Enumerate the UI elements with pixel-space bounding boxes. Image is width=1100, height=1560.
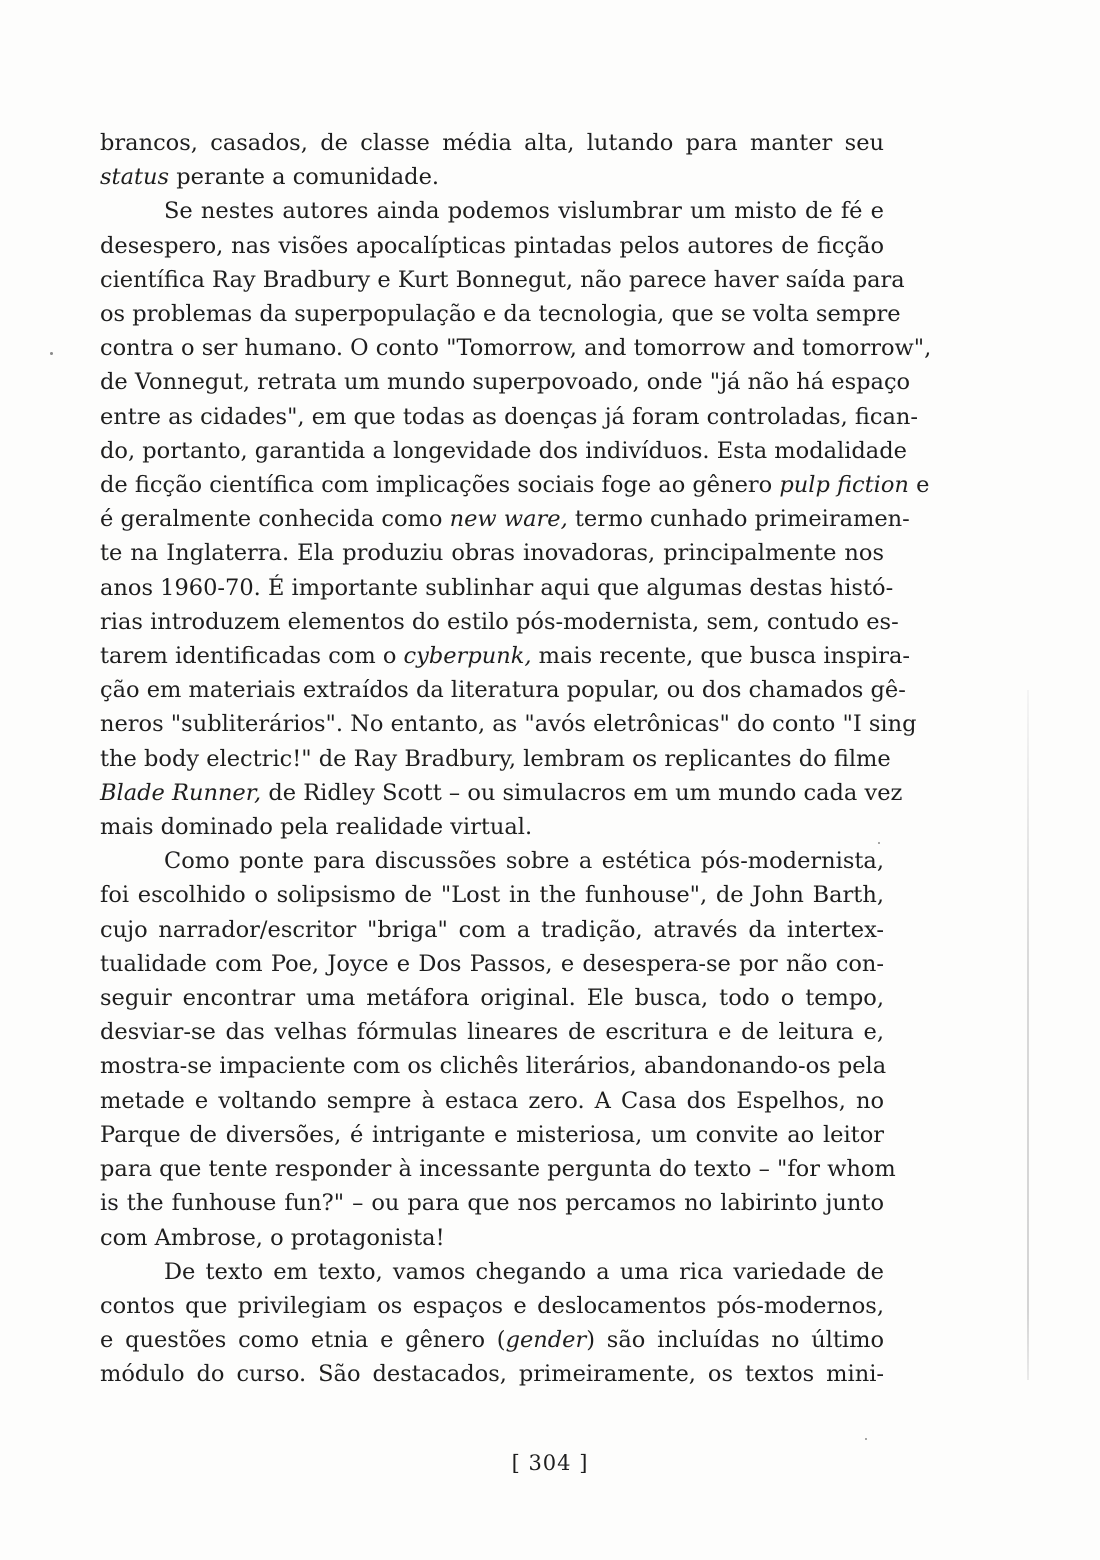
text-line xyxy=(100,1084,884,1118)
text-run: e questões como etnia e gênero ( xyxy=(100,1327,506,1354)
text-run: anos 1960-70. É importante sublinhar aqui que algumas destas histó- xyxy=(100,574,894,601)
text-run: entre as cidades", em que todas as doenças já foram controladas, fican- xyxy=(100,403,919,430)
text-line xyxy=(100,502,910,536)
text-line xyxy=(100,776,903,810)
text-line xyxy=(100,844,884,878)
body-text xyxy=(100,126,932,1392)
text-run: de Vonnegut, retrata um mundo superpovoado, onde "já não há espaço xyxy=(100,369,911,396)
scan-speck xyxy=(865,1438,867,1440)
text-run: de ficção científica com implicações sociais foge ao gênero xyxy=(100,472,780,499)
text-line xyxy=(100,1289,884,1323)
page-number: [ 304 ] xyxy=(511,1451,589,1475)
text-run: the body electric!" de Ray Bradbury, lembram os replicantes do filme xyxy=(100,745,891,772)
text-line xyxy=(100,263,905,297)
text-run: ) são incluídas no último xyxy=(586,1327,884,1354)
text-line xyxy=(100,1255,884,1289)
text-line xyxy=(100,878,884,912)
text-line xyxy=(100,810,884,844)
text-run: seguir encontrar uma metáfora original. Ele busca, todo o tempo, xyxy=(100,985,884,1012)
text-line xyxy=(100,331,932,365)
paragraph xyxy=(100,194,932,844)
text-run: foi escolhido o solipsismo de "Lost in the funhouse", de John Barth, xyxy=(100,882,884,909)
text-run: mais recente, que busca inspira- xyxy=(531,643,911,670)
text-run: ção em materiais extraídos da literatura popular, ou dos chamados gê- xyxy=(100,677,906,704)
scan-speck xyxy=(50,352,53,355)
text-line xyxy=(100,1015,884,1049)
text-run: os problemas da superpopulação e da tecnologia, que se volta sempre xyxy=(100,301,901,328)
italic-term: Blade Runner, xyxy=(100,779,262,806)
text-line xyxy=(100,1152,896,1186)
text-line xyxy=(100,1323,884,1357)
text-run: científica Ray Bradbury e Kurt Bonnegut, não parece haver saída para xyxy=(100,266,905,293)
text-line xyxy=(100,126,884,160)
text-run: contos que privilegiam os espaços e deslocamentos pós-modernos, xyxy=(100,1292,884,1319)
paragraph xyxy=(100,1255,884,1392)
text-run: perante a comunidade. xyxy=(169,164,440,191)
text-line xyxy=(100,297,901,331)
text-run: e xyxy=(908,472,930,499)
text-line xyxy=(100,707,917,741)
italic-term: new ware, xyxy=(449,506,568,533)
text-run: para que tente responder à incessante pergunta do texto – "for whom xyxy=(100,1156,896,1183)
text-run: de Ridley Scott – ou simulacros em um mundo cada vez xyxy=(261,779,903,806)
text-line xyxy=(100,742,891,776)
text-run: De texto em texto, vamos chegando a uma rica variedade de xyxy=(164,1258,884,1285)
text-line xyxy=(100,194,884,228)
text-line xyxy=(100,1221,884,1255)
text-line xyxy=(100,434,907,468)
text-run: desespero, nas visões apocalípticas pintadas pelos autores de ficção xyxy=(100,232,884,259)
text-run: rias introduzem elementos do estilo pós-modernista, sem, contudo es- xyxy=(100,608,899,635)
text-run: termo cunhado primeiramen- xyxy=(567,506,910,533)
text-run: neros "subliterários". No entanto, as "avós eletrônicas" do conto "I sing xyxy=(100,711,917,738)
text-line xyxy=(100,1186,884,1220)
text-line xyxy=(100,673,906,707)
text-run: Se nestes autores ainda podemos vislumbrar um misto de fé e xyxy=(164,198,884,225)
text-run: te na Inglaterra. Ela produziu obras inovadoras, principalmente nos xyxy=(100,540,884,567)
text-run: metade e voltando sempre à estaca zero. A Casa dos Espelhos, no xyxy=(100,1087,884,1114)
text-run: mais dominado pela realidade virtual. xyxy=(100,814,533,841)
text-run: Como ponte para discussões sobre a estética pós-modernista, xyxy=(164,848,884,875)
italic-term: cyberpunk, xyxy=(403,643,532,670)
text-line xyxy=(100,1357,884,1391)
text-run: brancos, casados, de classe média alta, lutando para manter seu xyxy=(100,130,884,156)
text-line xyxy=(100,468,930,502)
text-run: com Ambrose, o protagonista! xyxy=(100,1224,445,1251)
text-line xyxy=(100,571,894,605)
text-line xyxy=(100,400,919,434)
text-line xyxy=(100,536,884,570)
paragraph xyxy=(100,844,896,1254)
italic-term: gender xyxy=(505,1327,587,1354)
text-run: cujo narrador/escritor "briga" com a tradição, através da intertex- xyxy=(100,916,884,943)
text-run: mostra-se impaciente com os clichês literários, abandonando-os pela xyxy=(100,1053,887,1080)
text-line xyxy=(100,229,884,263)
text-run: is the funhouse fun?" – ou para que nos percamos no labirinto junto xyxy=(100,1190,884,1217)
text-run: contra o ser humano. O conto "Tomorrow, and tomorrow and tomorrow", xyxy=(100,335,932,362)
text-run: do, portanto, garantida a longevidade dos indivíduos. Esta modalidade xyxy=(100,437,907,464)
paragraph xyxy=(100,126,884,194)
text-line xyxy=(100,913,884,947)
text-line xyxy=(100,160,884,194)
text-run: tualidade com Poe, Joyce e Dos Passos, e desespera-se por não con- xyxy=(100,950,884,977)
text-run: Parque de diversões, é intrigante e misteriosa, um convite ao leitor xyxy=(100,1121,884,1148)
text-run: módulo do curso. São destacados, primeiramente, os textos mini- xyxy=(100,1361,884,1388)
text-line xyxy=(100,947,884,981)
text-line xyxy=(100,1049,887,1083)
text-run: desviar-se das velhas fórmulas lineares de escritura e de leitura e, xyxy=(100,1019,884,1046)
text-line xyxy=(100,639,911,673)
text-line xyxy=(100,981,884,1015)
italic-term: status xyxy=(100,164,170,191)
text-run: é geralmente conhecida como xyxy=(100,506,450,533)
text-line xyxy=(100,605,899,639)
italic-term: pulp fiction xyxy=(779,472,909,499)
scan-speck xyxy=(878,842,880,844)
text-run: tarem identificadas com o xyxy=(100,643,404,670)
scan-edge-shadow xyxy=(1027,690,1029,1380)
text-line xyxy=(100,365,911,399)
text-line xyxy=(100,1118,884,1152)
